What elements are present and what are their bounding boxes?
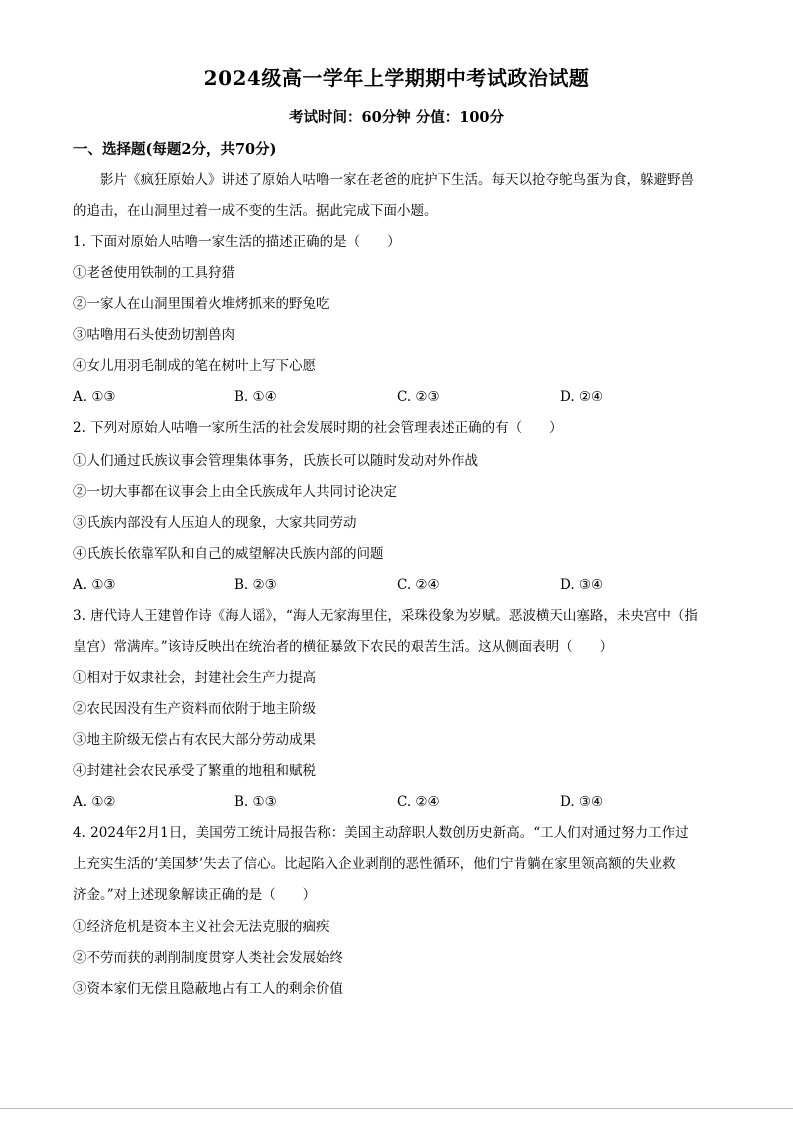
section-heading: 一、选择题(每题2分，共70分) [73, 141, 277, 158]
question-3-options [73, 792, 753, 812]
question-3-stem: 皇宫）常满库。”该诗反映出在统治者的横征暴敛下农民的艰苦生活。这从侧面表明（ ） [73, 639, 614, 655]
option-c: C. ②④ [397, 794, 440, 810]
question-1-item: ①老爸使用铁制的工具狩猎 [73, 265, 235, 281]
question-2-options [73, 575, 753, 595]
question-3-item: ③地主阶级无偿占有农民大部分劳动成果 [73, 732, 316, 748]
question-3-item: ②农民因没有生产资料而依附于地主阶级 [73, 701, 316, 717]
option-d: D. ②④ [560, 389, 604, 405]
question-1-item: ②一家人在山洞里围着火堆烤抓来的野兔吃 [73, 296, 330, 312]
option-c: C. ②③ [397, 389, 440, 405]
question-1-options [73, 387, 753, 407]
question-3-item: ①相对于奴隶社会，封建社会生产力提高 [73, 670, 316, 686]
question-2-item: ②一切大事都在议事会上由全氏族成年人共同讨论决定 [73, 484, 397, 500]
option-d: D. ③④ [560, 577, 604, 593]
question-2-item: ④氏族长依靠军队和自己的威望解决氏族内部的问题 [73, 546, 384, 562]
option-b: B. ①④ [234, 389, 277, 405]
material-line: 的追击，在山洞里过着一成不变的生活。据此完成下面小题。 [73, 203, 438, 219]
material-line: 影片《疯狂原始人》讲述了原始人咕噜一家在老爸的庇护下生活。每天以抢夺鸵鸟蛋为食，躲避野兽 [100, 172, 694, 188]
question-4-stem: 上充实生活的‘美国梦’失去了信心。比起陷入企业剥削的恶性循环，他们宁肯躺在家里领高额的失业救 [73, 856, 676, 872]
question-4-stem: 4. 2024年2月1日，美国劳工统计局报告称：美国主动辞职人数创历史新高。“工人们对通过努力工作过 [73, 825, 689, 841]
question-4-item: ③资本家们无偿且隐蔽地占有工人的剩余价值 [73, 981, 343, 997]
question-2-item: ③氏族内部没有人压迫人的现象，大家共同劳动 [73, 515, 357, 531]
exam-subtitle: 考试时间：60分钟 分值：100分 [289, 109, 504, 126]
option-a: A. ①③ [73, 577, 116, 593]
question-1-item: ③咕噜用石头使劲切割兽肉 [73, 327, 235, 343]
option-a: A. ①③ [73, 389, 116, 405]
option-d: D. ③④ [560, 794, 604, 810]
question-3-stem: 3. 唐代诗人王建曾作诗《海人谣》，“海人无家海里住，采珠役象为岁赋。恶波横天山塞路，未央宫中（指 [73, 608, 698, 624]
question-1-stem: 1. 下面对原始人咕噜一家生活的描述正确的是（ ） [73, 234, 401, 250]
option-a: A. ①② [73, 794, 116, 810]
question-2-stem: 2. 下列对原始人咕噜一家所生活的社会发展时期的社会管理表述正确的有（ ） [73, 420, 563, 436]
question-3-item: ④封建社会农民承受了繁重的地租和赋税 [73, 763, 316, 779]
question-4-stem: 济金。”对上述现象解读正确的是（ ） [73, 887, 317, 903]
question-2-item: ①人们通过氏族议事会管理集体事务，氏族长可以随时发动对外作战 [73, 453, 478, 469]
option-b: B. ①③ [234, 794, 277, 810]
question-1-item: ④女儿用羽毛制成的笔在树叶上写下心愿 [73, 358, 316, 374]
exam-title: 2024级高一学年上学期期中考试政治试题 [203, 66, 590, 90]
question-4-item: ①经济危机是资本主义社会无法克服的痼疾 [73, 919, 330, 935]
option-b: B. ②③ [234, 577, 277, 593]
question-4-item: ②不劳而获的剥削制度贯穿人类社会发展始终 [73, 950, 343, 966]
option-c: C. ②④ [397, 577, 440, 593]
page-bottom-rule [0, 1108, 793, 1109]
